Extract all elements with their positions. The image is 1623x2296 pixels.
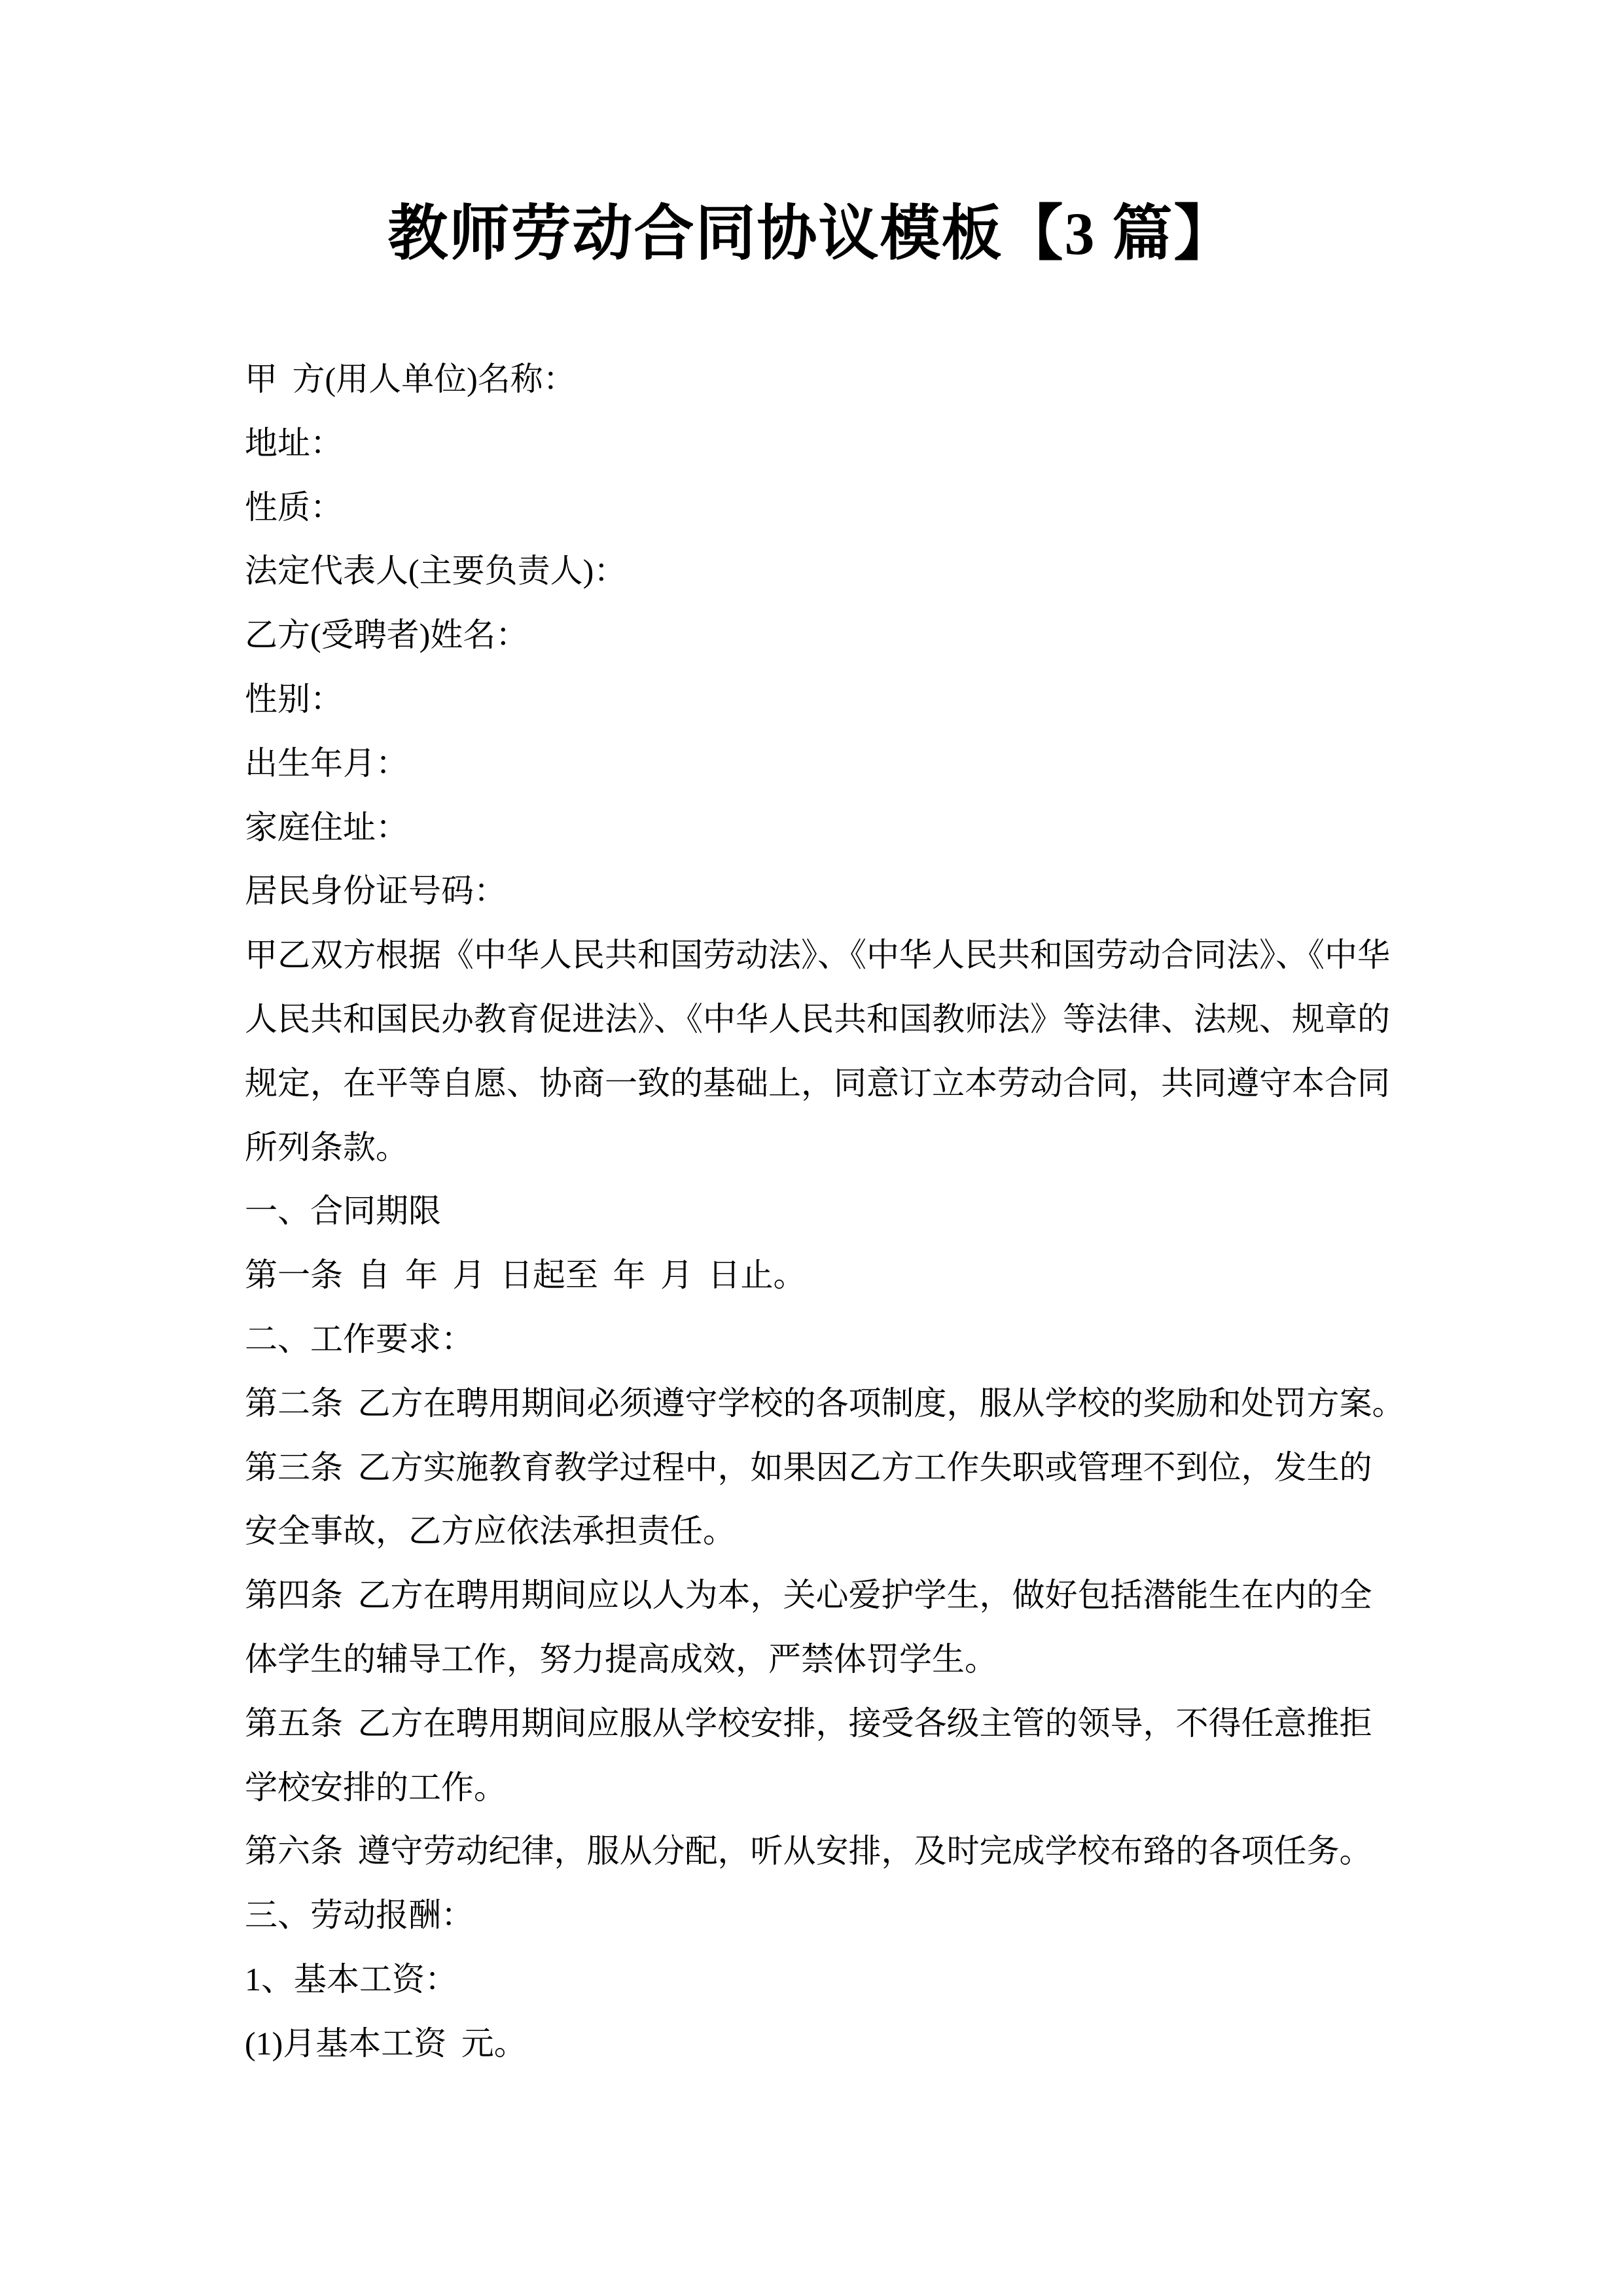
document-line: 甲 方(用人单位)名称： — [245, 361, 576, 397]
document-line: 第四条 乙方在聘用期间应以人为本，关心爱护学生，做好包括潜能生在内的全 — [245, 1577, 1372, 1614]
document-line: 居民身份证号码： — [245, 872, 507, 910]
document-title: 教师劳动合同协议模板【3 篇】 — [387, 200, 1236, 267]
document-line: 性别： — [245, 680, 343, 717]
document-line: 法定代表人(主要负责人)： — [245, 552, 627, 590]
document-line: 出生年月： — [245, 744, 408, 781]
document-line: 学校安排的工作。 — [245, 1768, 507, 1806]
document-line: 甲乙双方根据《中华人民共和国劳动法》、《中华人民共和国劳动合同法》、《中华 — [245, 937, 1390, 974]
document-line: 规定，在平等自愿、协商一致的基础上，同意订立本劳动合同，共同遵守本合同 — [245, 1064, 1390, 1102]
document-line: 1、基本工资： — [245, 1960, 457, 1998]
document-line: 三、劳动报酬： — [245, 1897, 474, 1934]
document-body — [245, 348, 1416, 2076]
document-line: 所列条款。 — [245, 1128, 408, 1166]
document-line: 第六条 遵守劳动纪律，服从分配，听从安排，及时完成学校布臵的各项任务。 — [245, 1833, 1372, 1870]
document-line: 家庭住址： — [245, 808, 408, 846]
document-line: 第三条 乙方实施教育教学过程中，如果因乙方工作失职或管理不到位，发生的 — [245, 1448, 1372, 1486]
document-line: 一、合同期限 — [245, 1193, 441, 1230]
document-line: 第一条 自 年 月 日起至 年 月 日止。 — [245, 1257, 806, 1294]
document-line: 安全事故，乙方应依法承担责任。 — [245, 1513, 736, 1550]
document-line: 第五条 乙方在聘用期间应服从学校安排，接受各级主管的领导，不得任意推拒 — [245, 1704, 1372, 1742]
document-line: 地址： — [245, 424, 343, 461]
document-line: 乙方(受聘者)姓名： — [245, 617, 529, 654]
document-line: 第二条 乙方在聘用期间必须遵守学校的各项制度，服从学校的奖励和处罚方案。 — [245, 1384, 1405, 1422]
document-line: 体学生的辅导工作，努力提高成效，严禁体罚学生。 — [245, 1640, 997, 1677]
document-line: 人民共和国民办教育促进法》、《中华人民共和国教师法》等法律、法规、规章的 — [245, 1000, 1390, 1037]
document-line: 性质： — [245, 488, 343, 526]
document-line: (1)月基本工资 元。 — [245, 2024, 527, 2062]
document-line: 二、工作要求： — [245, 1320, 474, 1357]
